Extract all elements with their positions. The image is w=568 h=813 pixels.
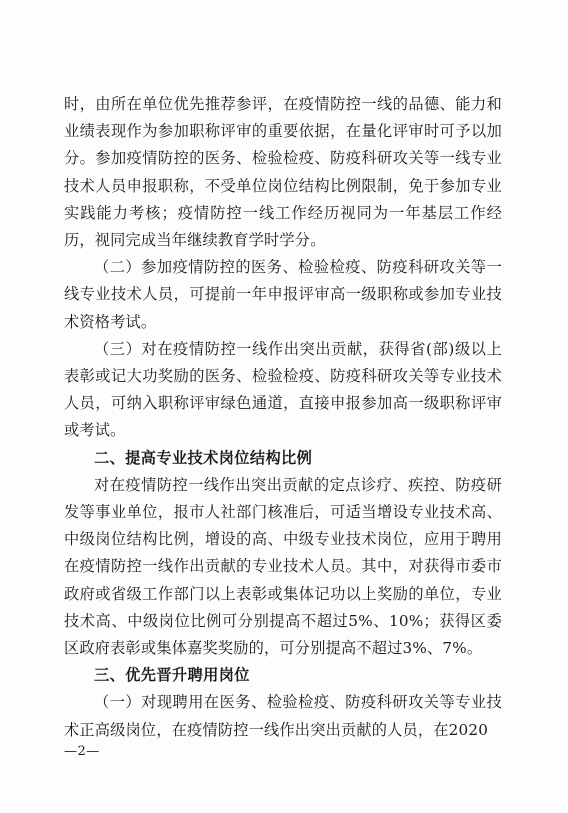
paragraph-item-3: （三）对在疫情防控一线作出突出贡献，获得省(部)级以上表彰或记大功奖励的医务、检验检疫、防疫科研攻关等专业技术人员，可纳入职称评审绿色通道，直接申报参加高一级职称评审或考试。 (64, 339, 502, 440)
paragraph-section-3-item-1: （一）对现聘用在医务、检验检疫、防疫科研攻关等专业技术正高级岗位，在疫情防控一线作出突出贡献的人员，在2020 (64, 693, 502, 739)
paragraph-item-2: （二）参加疫情防控的医务、检验检疫、防疫科研攻关等一线专业技术人员，可提前一年申报评审高一级职称或参加专业技术资格考试。 (64, 258, 502, 331)
paragraph-continuation: 时，由所在单位优先推荐参评，在疫情防控一线的品德、能力和业绩表现作为参加职称评审的重要依据，在量化评审时可予以加分。参加疫情防控的医务、检验检疫、防疫科研攻关等一线专业技术人员申报职称，不受单位岗位结构比例限制，免于参加专业实践能力考核；疫情防控一线工作经历视同为一年基层工作经历，视同完成当年继续教育学时学分。 (64, 95, 502, 250)
section-heading-3: 三、优先晋升聘用岗位 (94, 666, 250, 685)
paragraph-section-2: 对在疫情防控一线作出突出贡献的定点诊疗、疾控、防疫研发等事业单位，报市人社部门核准后，可适当增设专业技术高、中级岗位结构比例，增设的高、中级专业技术岗位，应用于聘用在疫情防控一线作出贡献的专业技术人员。其中，对获得市委市政府或省级工作部门以上表彰或集体记功以上奖励的单位，专业技术高、中级岗位比例可分别提高不超过5%、10%；获得区委区政府表彰或集体嘉奖奖励的，可分别提高不超过3%、7%。 (64, 475, 502, 658)
document-body (64, 91, 502, 744)
section-heading-2: 二、提高专业技术岗位结构比例 (94, 448, 313, 467)
page-number: —2— (64, 744, 100, 759)
